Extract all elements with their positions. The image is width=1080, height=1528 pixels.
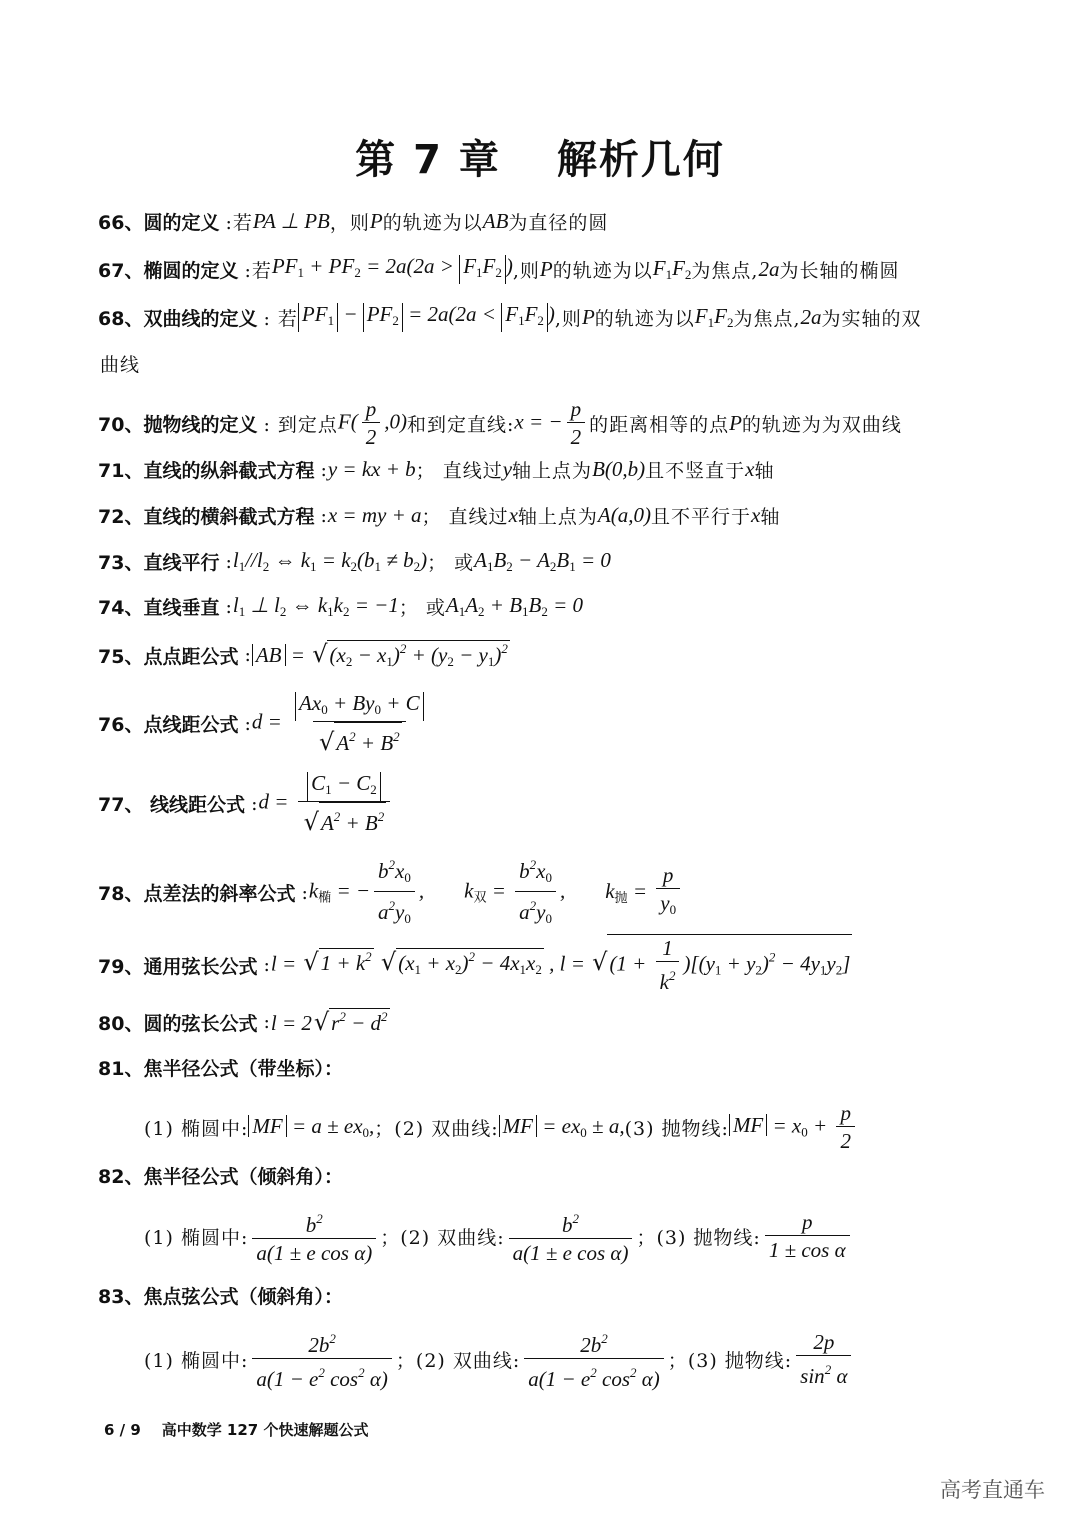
- text: :: [244, 644, 252, 666]
- formula-68: [98, 302, 922, 332]
- text: 为长轴的椭圆: [779, 259, 900, 282]
- item-label: 83、焦点弦公式（倾斜角）：: [98, 1286, 343, 1308]
- item-label: 80、圆的弦长公式: [98, 1012, 258, 1035]
- text: 为直径的圆: [508, 212, 609, 234]
- math-expr: $\frac{p}{\text{1 ± cos α}}$: [761, 1209, 854, 1264]
- text: 且不平行于: [650, 506, 751, 528]
- item-label: 72、直线的横斜截式方程: [98, 506, 315, 528]
- math-expr: P: [369, 209, 383, 233]
- math-expr: 2a: [800, 304, 822, 329]
- text: :: [320, 458, 328, 481]
- text: ,则: [512, 259, 540, 282]
- item-label: 66、圆的定义: [98, 212, 220, 234]
- formula-81-body: (1) 椭圆中: MF = $a \pm ex_0$, ； (2) 双曲线: MF = $ex_0 \pm a$, (3) 抛物线: MF = $x_0$ + $\frac{p}{2}$: [144, 1100, 859, 1155]
- formula-72: [98, 502, 780, 529]
- text: 为焦点,: [691, 259, 759, 282]
- math-expr: y = kx + b: [327, 457, 416, 481]
- text: (3) 抛物线:: [624, 1118, 729, 1140]
- math-expr: x = my + a: [327, 503, 422, 527]
- math-expr: AB: [482, 209, 509, 233]
- formula-83-body: (1) 椭圆中: $\frac{2b^2}{a(1 - e^2 \cos^2 \alpha)}$ ； (2) 双曲线: $\frac{2b^2}{a(1 - e^2 \cos^2 \alpha)}$ ； (3) 抛物线: $\frac{2p}{\sin^2 \alpha}$: [144, 1326, 855, 1393]
- math-expr: $\frac{b^2}{\text{a(1 ± e cos α)}}$: [248, 1206, 380, 1267]
- math-expr: x: [751, 503, 761, 527]
- text: 且不竖直于: [645, 460, 746, 482]
- math-expr: MF = $ex_0 \pm a$,: [499, 1114, 625, 1141]
- formula-78: [98, 852, 684, 933]
- text: 的距离相等的点: [589, 414, 730, 436]
- formula-83-heading: [98, 1282, 349, 1309]
- item-label: 68、双曲线的定义: [98, 307, 258, 330]
- text: : 到定点: [263, 414, 338, 436]
- formula-71: [98, 456, 775, 483]
- math-expr: P: [539, 256, 553, 281]
- math-expr: d = $\frac{C_1 - C_2}{√A^2 + B^2}$: [258, 770, 394, 837]
- math-expr: $k_椭$ = − $\frac{b^2x_0}{a^2y_0}$ ,: [309, 852, 424, 933]
- text: 的轨迹为以: [552, 259, 653, 282]
- item-label: 82、焦半径公式（倾斜角）：: [98, 1166, 343, 1188]
- text: 轴上点为: [517, 506, 598, 528]
- item-label: 74、直线垂直: [98, 597, 220, 619]
- math-expr: $F_1F_2$: [652, 255, 692, 282]
- formula-75: [98, 640, 510, 670]
- math-expr: y: [502, 457, 513, 481]
- math-expr: P: [729, 411, 742, 435]
- math-expr: $l = √1 + k^2$ $√(x_1 + x_2)^2 - 4x_1x_2$ , l = √(1 + $\frac{1}{k^2}$ )$[(y_1 + y_2)^2 - 4y_1y_2]$: [270, 936, 851, 994]
- math-expr: A(a,0): [597, 503, 651, 527]
- math-expr: x: [508, 503, 518, 527]
- formula-73: [98, 548, 611, 575]
- math-expr: x: [745, 457, 755, 481]
- text: :: [225, 550, 233, 573]
- formula-82-body: (1) 椭圆中: $\frac{b^2}{\text{a(1 ± e cos α)}}$ ； (2) 双曲线: $\frac{b^2}{\text{a(1 ± e cos α)}}$ ； (3) 抛物线: $\frac{p}{\text{1 ± cos α}}$: [144, 1206, 854, 1267]
- formula-70: [98, 396, 902, 451]
- math-expr: $\frac{b^2}{\text{a(1 ± e cos α)}}$: [505, 1206, 637, 1267]
- text: ； 或: [398, 597, 446, 619]
- math-expr: $l = 2√r^2 - d^2$: [270, 1008, 388, 1036]
- text: :: [225, 595, 233, 618]
- text: :: [263, 954, 271, 976]
- text: 和到定直线:: [406, 414, 515, 436]
- math-expr: d = $\frac{Ax_0 + By_0 + C}{√A^2 + B^2}$: [252, 690, 432, 757]
- text: (3) 抛物线:: [656, 1227, 761, 1249]
- item-label: 75、点点距公式: [98, 645, 239, 668]
- text: ； 或: [427, 552, 475, 574]
- text: ； 直线过: [421, 506, 509, 528]
- text: ，则: [329, 212, 370, 234]
- text: (1) 椭圆中:: [144, 1227, 249, 1249]
- formula-76: [98, 690, 432, 757]
- formula-82-heading: [98, 1162, 349, 1189]
- watermark: 高考直通车: [940, 1478, 1045, 1502]
- math-expr: P: [581, 304, 595, 329]
- math-expr: 2a: [758, 256, 780, 281]
- math-expr: $\frac{2b^2}{a(1 - e^2 \cos^2 \alpha)}$: [520, 1326, 668, 1393]
- formula-67: [98, 254, 899, 284]
- item-label: 70、抛物线的定义: [98, 414, 258, 436]
- math-expr: $k_抛$ = $\frac{p}{y_0}$: [605, 862, 684, 924]
- formula-80: [98, 1008, 390, 1036]
- page-title: [0, 128, 1080, 185]
- document-title: 高中数学 127 个快速解题公式: [161, 1421, 369, 1439]
- page-number: 6 / 9: [104, 1421, 141, 1439]
- text: (2) 双曲线:: [394, 1118, 499, 1140]
- math-expr: PA ⊥ PB: [252, 209, 330, 233]
- item-label: 67、椭圆的定义: [98, 259, 239, 282]
- math-expr: $PF_1 + PF_2 = 2a(2a > F_1F_2$ ): [272, 254, 513, 284]
- text: : 若: [263, 307, 298, 330]
- math-expr: MF = $a \pm ex_0$,: [248, 1114, 374, 1141]
- formula-74: [98, 593, 583, 620]
- text: 轴上点为: [512, 460, 593, 482]
- text: 曲线: [100, 354, 141, 376]
- page-footer: [104, 1419, 368, 1440]
- text: 的轨迹为以: [594, 307, 695, 330]
- math-expr: F( $\frac{p}{2}$ ,0): [337, 397, 407, 449]
- text: 为实轴的双: [821, 307, 922, 330]
- math-expr: $A_1A_2 + B_1B_2 = 0$: [445, 593, 584, 619]
- item-label: 71、直线的纵斜截式方程: [98, 460, 315, 482]
- text: (1) 椭圆中:: [144, 1350, 249, 1372]
- math-expr: B(0,b): [592, 457, 646, 481]
- text: :若: [225, 212, 253, 234]
- text: (1) 椭圆中:: [144, 1118, 249, 1140]
- math-expr: x = − $\frac{p}{2}$: [514, 396, 589, 451]
- text: (3) 抛物线:: [687, 1350, 793, 1372]
- formula-79: [98, 934, 852, 996]
- item-label: 79、通用弦长公式: [98, 955, 258, 978]
- text: 为焦点,: [733, 307, 801, 330]
- formula-77: [98, 770, 394, 837]
- item-label: 81、焦半径公式（带坐标）：: [98, 1058, 343, 1080]
- item-label: 73、直线平行: [98, 552, 220, 574]
- text: ,则: [554, 307, 582, 330]
- text: 的轨迹为为双曲线: [741, 414, 902, 436]
- math-expr: $A_1B_2 - A_2B_1 = 0$: [474, 548, 611, 574]
- math-expr: $PF_1 - PF_2 = 2a(2a < F_1F_2$ ): [298, 302, 555, 332]
- text: :: [263, 1011, 271, 1033]
- math-expr: $\frac{2p}{\sin^2 \alpha}$: [792, 1329, 855, 1390]
- formula-68-continued: [100, 350, 140, 377]
- item-label: 78、点差法的斜率公式: [98, 883, 296, 905]
- math-expr: $l_1$ ⊥ $l_2$ ⇔ $k_1k_2 = -1$: [232, 593, 399, 619]
- text: 轴: [760, 506, 781, 528]
- math-expr: MF = $x_0$ + $\frac{p}{2}$: [729, 1100, 859, 1155]
- item-label: 76、点线距公式: [98, 714, 239, 736]
- text: ； 直线过: [415, 460, 503, 482]
- text: :: [251, 792, 259, 815]
- text: 的轨迹为以: [382, 212, 483, 234]
- math-expr: $F_1F_2$: [694, 303, 734, 330]
- text: (2) 双曲线:: [415, 1350, 521, 1372]
- chapter-name: 解析几何: [556, 137, 725, 183]
- chapter-number: 第 7 章: [355, 137, 501, 183]
- text: :: [301, 881, 309, 904]
- math-expr: $k_双$ = $\frac{b^2x_0}{a^2y_0}$ ,: [464, 852, 565, 933]
- math-expr: $\frac{2b^2}{a(1 - e^2 \cos^2 \alpha)}$: [248, 1326, 396, 1393]
- formula-66: [98, 208, 608, 235]
- item-label: 77、 线线距公式: [98, 794, 246, 816]
- math-expr: AB = $√(x_2 - x_1)^2 + (y_2 - y_1)^2$: [252, 640, 510, 670]
- text: (2) 双曲线:: [400, 1227, 505, 1249]
- text: :: [244, 712, 252, 735]
- math-expr: $l_1//l_2$ ⇔ $k_1 = k_2(b_1 \ne b_2)$: [232, 548, 428, 574]
- text: 轴: [754, 460, 775, 482]
- text: :: [320, 504, 328, 527]
- formula-81-heading: [98, 1054, 349, 1081]
- text: :若: [244, 259, 272, 282]
